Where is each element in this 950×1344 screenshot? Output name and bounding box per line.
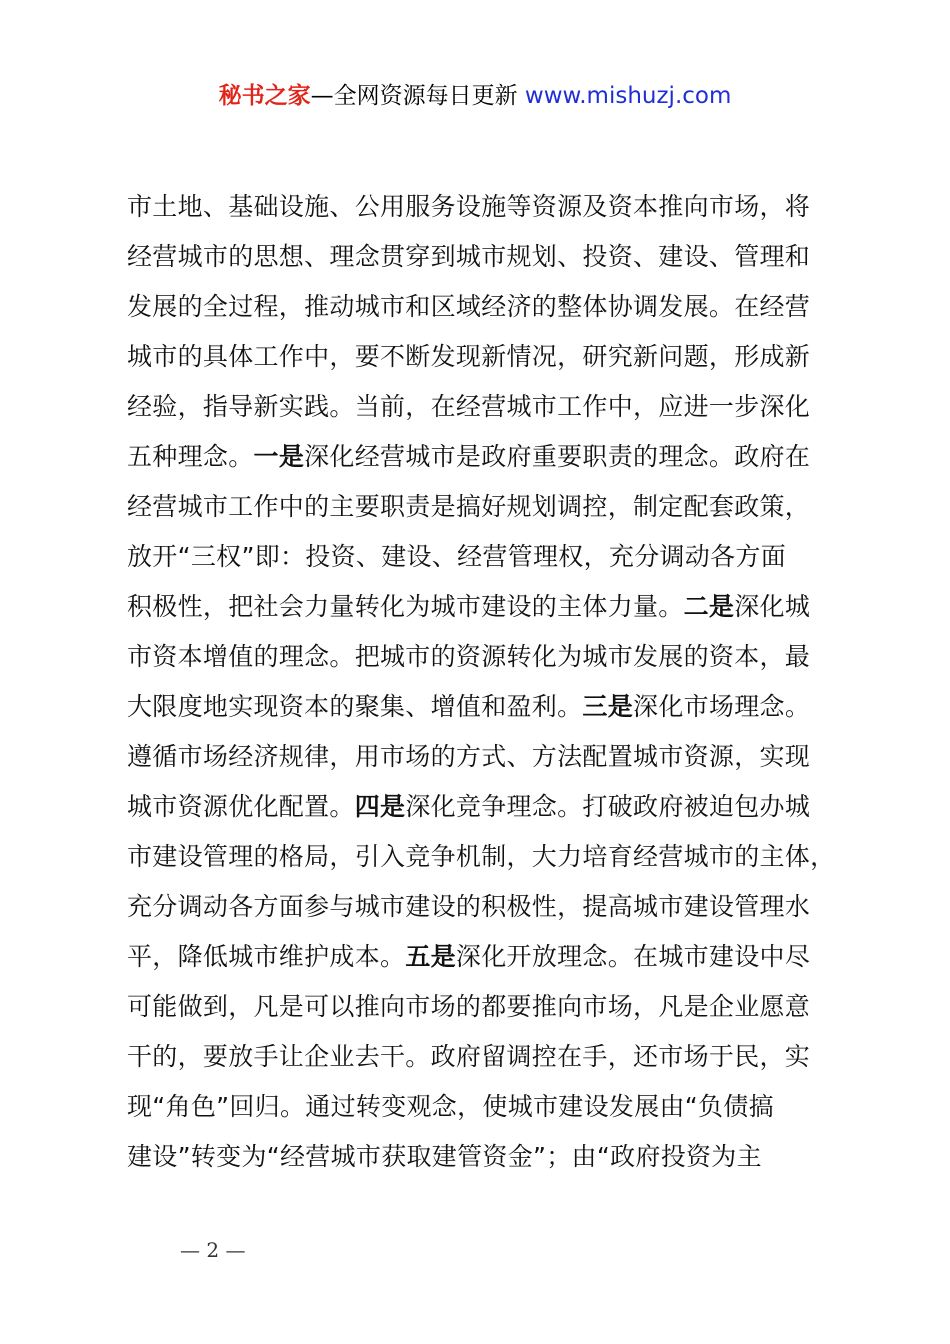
line-segment: 建设”转变为“经营城市获取建管资金”；由“政府投资为主 [127, 1142, 762, 1171]
site-slogan: —全网资源每日更新 [310, 83, 518, 109]
line-segment: 深化市场理念。 [633, 692, 811, 721]
emphasis-text: 一是 [253, 442, 305, 471]
line-segment: 城市资源优化配置。 [127, 792, 355, 821]
text-line [127, 882, 847, 932]
text-line [127, 282, 847, 332]
text-line [127, 532, 847, 582]
text-line [127, 1132, 847, 1182]
text-line [127, 1032, 847, 1082]
line-segment: 深化开放理念。在城市建设中尽 [455, 942, 811, 971]
text-line [127, 832, 847, 882]
line-segment: 深化城 [734, 592, 811, 621]
text-line [127, 982, 847, 1032]
line-segment: 积极性，把社会力量转化为城市建设的主体力量。 [127, 592, 684, 621]
text-line [127, 632, 847, 682]
line-segment: 市土地、基础设施、公用服务设施等资源及资本推向市场，将 [127, 192, 811, 221]
line-segment: 现“角色”回归。通过转变观念，使城市建设发展由“负债搞 [127, 1092, 774, 1121]
line-segment: 经验，指导新实践。当前，在经营城市工作中，应进一步深化 [127, 392, 811, 421]
text-line [127, 1082, 847, 1132]
line-segment: 放开“三权”即：投资、建设、经营管理权，充分调动各方面 [127, 542, 787, 571]
line-segment: 深化竞争理念。打破政府被迫包办城 [405, 792, 811, 821]
site-url-link[interactable]: www.mishuzj.com [517, 83, 732, 109]
emphasis-text: 五是 [405, 942, 456, 971]
text-line [127, 232, 847, 282]
text-line [127, 332, 847, 382]
line-segment: 大限度地实现资本的聚集、增值和盈利。 [127, 692, 583, 721]
line-segment: 干的，要放手让企业去干。政府留调控在手，还市场于民，实 [127, 1042, 811, 1071]
line-segment: 深化经营城市是政府重要职责的理念。政府在 [304, 442, 811, 471]
line-segment: 经营城市工作中的主要职责是搞好规划调控，制定配套政策， [127, 492, 811, 521]
text-line [127, 432, 847, 482]
site-header [0, 80, 950, 112]
site-brand: 秘书之家 [218, 83, 311, 109]
text-line [127, 782, 847, 832]
line-segment: 市建设管理的格局，引入竞争机制，大力培育经营城市的主体， [127, 842, 836, 871]
page-number: — 2 — [180, 1238, 246, 1262]
line-segment: 五种理念。 [127, 442, 254, 471]
line-segment: 平，降低城市维护成本。 [127, 942, 406, 971]
text-line [127, 582, 847, 632]
text-line [127, 182, 847, 232]
emphasis-text: 三是 [582, 692, 634, 721]
text-line [127, 482, 847, 532]
text-line [127, 382, 847, 432]
line-segment: 市资本增值的理念。把城市的资源转化为城市发展的资本，最 [127, 642, 811, 671]
document-body [127, 182, 847, 1182]
emphasis-text: 四是 [354, 792, 406, 821]
text-line [127, 732, 847, 782]
line-segment: 充分调动各方面参与城市建设的积极性，提高城市建设管理水 [127, 892, 811, 921]
line-segment: 发展的全过程，推动城市和区域经济的整体协调发展。在经营 [127, 292, 811, 321]
line-segment: 城市的具体工作中，要不断发现新情况，研究新问题，形成新 [127, 342, 811, 371]
text-line [127, 932, 847, 982]
line-segment: 经营城市的思想、理念贯穿到城市规划、投资、建设、管理和 [127, 242, 811, 271]
emphasis-text: 二是 [683, 592, 735, 621]
line-segment: 遵循市场经济规律，用市场的方式、方法配置城市资源，实现 [127, 742, 811, 771]
text-line [127, 682, 847, 732]
line-segment: 可能做到，凡是可以推向市场的都要推向市场，凡是企业愿意 [127, 992, 811, 1021]
